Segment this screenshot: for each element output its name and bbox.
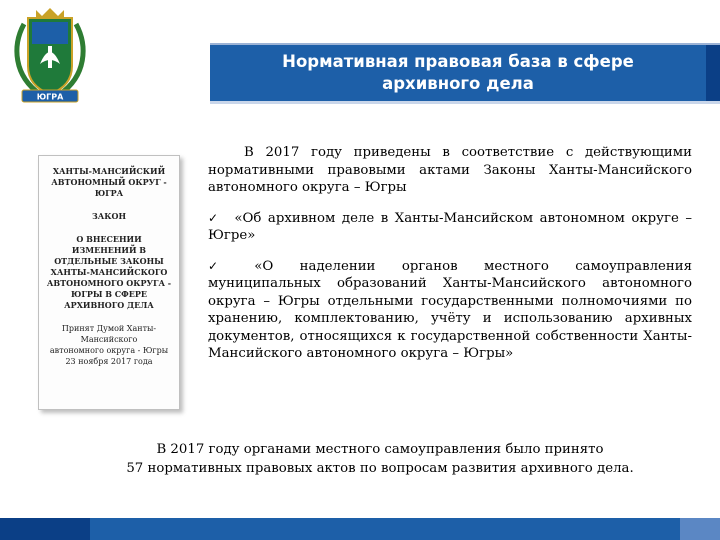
law-card-kind: ЗАКОН [91, 211, 127, 221]
law-card-title-line: ХАНТЫ-МАНСИЙСКОГО [50, 267, 168, 277]
intro-paragraph: В 2017 году приведены в соответствие с действующими нормативными правовыми актами Законы Ханты-Мансийского автономного округа – Югры [208, 145, 692, 195]
page-title-line-1: Нормативная правовая база в сфере [282, 52, 634, 71]
page-title-line-2: архивного дела [382, 74, 534, 93]
law-card-title-line: АРХИВНОГО ДЕЛА [64, 300, 154, 310]
footer-bar-dark [0, 518, 90, 540]
law-card-org-line: АВТОНОМНЫЙ ОКРУГ - [51, 177, 167, 187]
header-shadow [210, 101, 720, 104]
footer-bar [0, 518, 720, 540]
checkmark-icon: ✓ [208, 258, 241, 273]
law-card-adopted [43, 323, 175, 367]
emblem-banner-text: ЮГРА [36, 92, 64, 102]
list-item-text: «О наделении органов местного самоуправления муниципальных образований Ханты-Мансийского автономного округа – Югры отдельными государственными полномочиями по хранению, комплектованию, учёту и использованию архивных документов, относящихся к государственной собственности Ханты-Мансийского автономного округа – Югры» [208, 258, 692, 361]
law-card-adopted-line: 23 ноября 2017 года [65, 357, 153, 366]
footer-bar-light [680, 518, 720, 540]
checkmark-icon: ✓ [208, 210, 221, 225]
law-card-title-line: АВТОНОМНОГО ОКРУГА - [46, 278, 172, 288]
law-card-title-line: О ВНЕСЕНИИ [76, 234, 142, 244]
list-item-text: «Об архивном деле в Ханты-Мансийском автономном округе – Югре» [208, 210, 692, 243]
conclusion-text [60, 440, 700, 478]
law-card-org-line: ХАНТЫ-МАНСИЙСКИЙ [52, 166, 166, 176]
conclusion-line-1: В 2017 году органами местного самоуправления было принято [156, 442, 604, 457]
law-card-adopted-line: автономного округа - Югры [49, 346, 169, 355]
law-card-title [43, 234, 175, 311]
list-item [208, 210, 692, 245]
law-card-org [43, 166, 175, 199]
law-card-adopted-line: Принят Думой Ханты- [61, 324, 157, 333]
page-title [210, 45, 706, 101]
law-card-org-line: ЮГРА [94, 188, 124, 198]
header-accent-block [706, 45, 720, 101]
law-card-title-line: ИЗМЕНЕНИЙ В [71, 245, 147, 255]
coat-of-arms-icon [10, 6, 90, 106]
main-text [208, 144, 692, 376]
law-card-title-line: ОТДЕЛЬНЫЕ ЗАКОНЫ [54, 256, 164, 266]
law-card-title-line: ЮГРЫ В СФЕРЕ [71, 289, 147, 299]
conclusion-line-2: 57 нормативных правовых актов по вопросам развития архивного дела. [126, 461, 634, 476]
law-card-adopted-line: Мансийского [80, 335, 138, 344]
law-document-image [38, 155, 180, 410]
list-item [208, 258, 692, 363]
